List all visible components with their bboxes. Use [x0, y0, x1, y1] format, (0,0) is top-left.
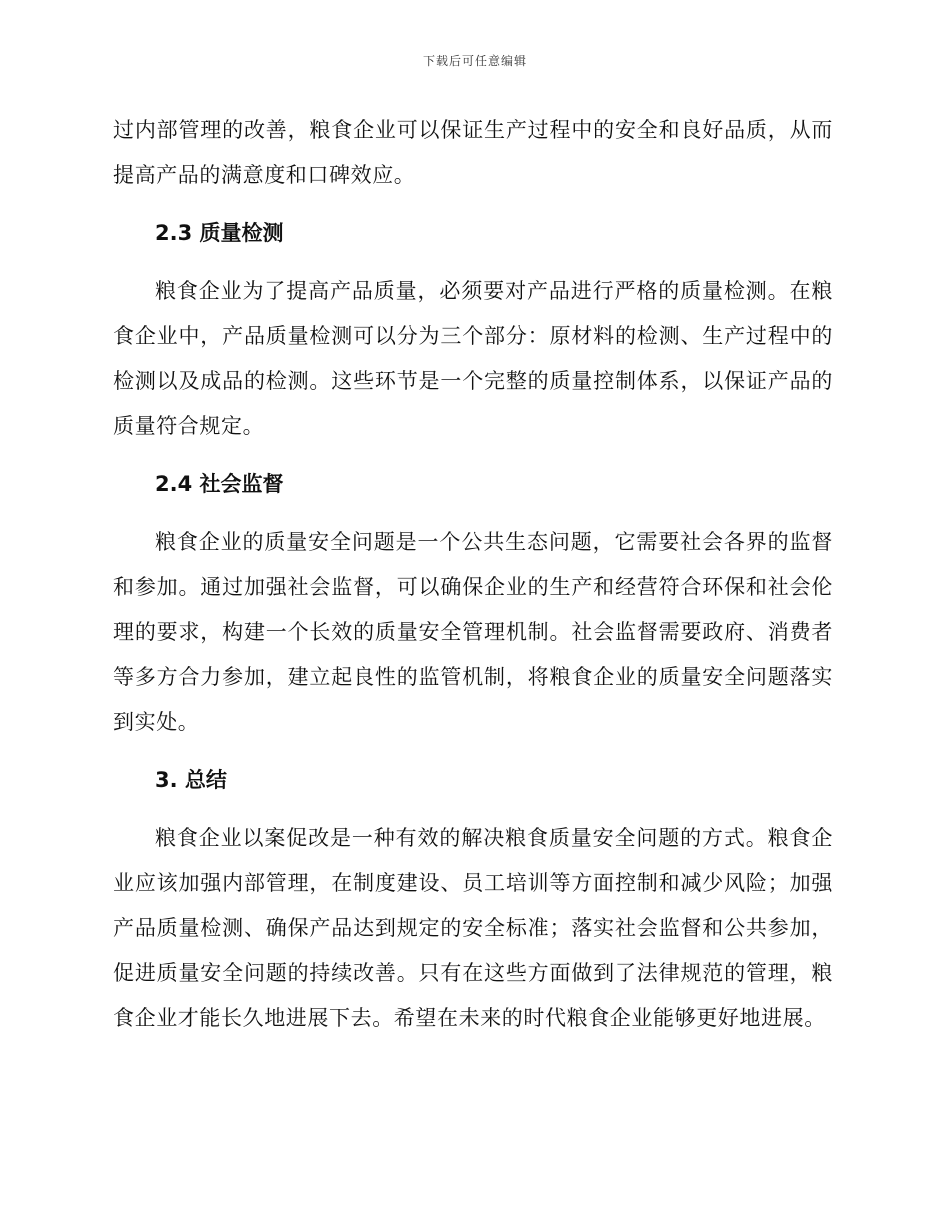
paragraph-social-supervision: 粮食企业的质量安全问题是一个公共生态问题，它需要社会各界的监督和参加。通过加强社会监督，可以确保企业的生产和经营符合环保和社会伦理的要求，构建一个长效的质量安全管理机制。社会监督需要政府、消费者等多方合力参加，建立起良性的监管机制，将粮食企业的质量安全问题落实到实处。 [113, 530, 833, 734]
paragraph-intro-tail: 过内部管理的改善，粮食企业可以保证生产过程中的安全和良好品质，从而提高产品的满意度和口碑效应。 [113, 118, 833, 187]
page-header: 下载后可任意编辑 [422, 54, 527, 68]
section-heading-2-4: 2.4 社会监督 [155, 472, 284, 496]
document-body [113, 108, 833, 1041]
paragraph-summary: 粮食企业以案促改是一种有效的解决粮食质量安全问题的方式。粮食企业应该加强内部管理，在制度建设、员工培训等方面控制和减少风险；加强产品质量检测、确保产品达到规定的安全标准；落实社会监督和公共参加，促进质量安全问题的持续改善。只有在这些方面做到了法律规范的管理，粮食企业才能长久地进展下去。希望在未来的时代粮食企业能够更好地进展。 [113, 826, 833, 1030]
section-heading-2-3: 2.3 质量检测 [155, 221, 284, 245]
paragraph-quality-inspection: 粮食企业为了提高产品质量，必须要对产品进行严格的质量检测。在粮食企业中，产品质量检测可以分为三个部分：原材料的检测、生产过程中的检测以及成品的检测。这些环节是一个完整的质量控制体系，以保证产品的质量符合规定。 [113, 279, 833, 438]
section-heading-3: 3. 总结 [155, 768, 227, 792]
